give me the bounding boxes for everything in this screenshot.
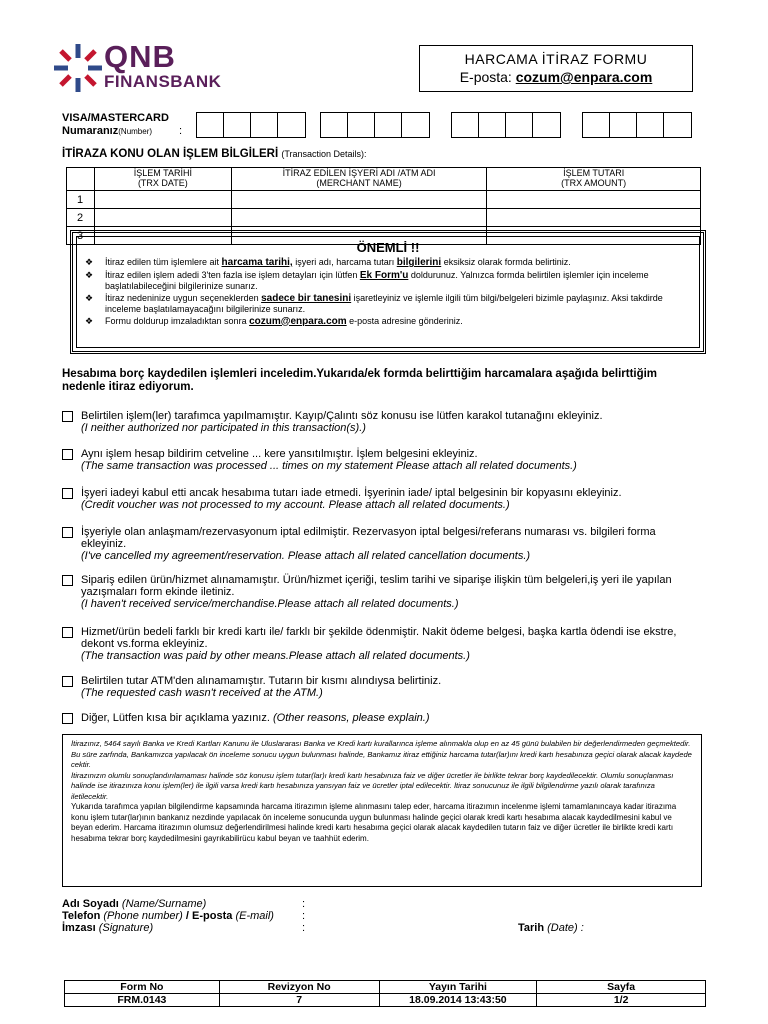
- reason-option-other: [62, 712, 702, 724]
- card-number-en: (Number): [118, 127, 153, 136]
- important-item: ❖ İtiraz nedeninize uygun seçeneklerden sadece bir tanesini işaretleyiniz ve işlemle ilgili tüm bilgi/belgeleri bizimle paylaşınız. Aksi takdirde inceleme başlatılamayacağını bilgilerinize sunarız.: [85, 292, 663, 314]
- card-digit-input[interactable]: [637, 113, 664, 137]
- reason-option-cancelled: [62, 526, 702, 562]
- revision-value: 7: [219, 994, 379, 1007]
- card-digit-input[interactable]: [321, 113, 348, 137]
- name-label: Adı Soyadı (Name/Surname): [62, 898, 207, 910]
- table-header-index: [67, 168, 95, 191]
- trx-merchant-cell[interactable]: [231, 209, 487, 227]
- card-digit-input[interactable]: [224, 113, 251, 137]
- card-digit-input[interactable]: [610, 113, 637, 137]
- form-info-table: [64, 980, 706, 1007]
- card-digit-input[interactable]: [452, 113, 479, 137]
- table-row: [67, 209, 701, 227]
- row-number: 3: [67, 227, 95, 245]
- phone-email-field[interactable]: :: [302, 910, 306, 922]
- legal-paragraph: İtirazınızın olumlu sonuçlandırılamaması halinde söz konusu işlem tutar(lar)ı kredi kartı hesabınıza faiz ve diğer ücretler ile birlikte tekrar borç kaydedilecektir. Olumlu sonuçlanması halinde ise itirazınıza konu işlem(ler) ile ilgili varsa kredi kartı hesabınıza yansıyan faiz ve ücretler iptal edilecektir. İtiraz sonucunuz ile ilgili bilgilendirme yazılı olarak tarafınıza iletilecektir.: [71, 770, 674, 801]
- reason-option-paid-other-means: [62, 626, 702, 662]
- reason-checkbox[interactable]: [62, 411, 73, 422]
- reason-option-duplicate: [62, 448, 702, 472]
- table-header-date: İŞLEM TARİHİ (TRX DATE): [94, 168, 231, 191]
- reason-checkbox[interactable]: [62, 527, 73, 538]
- email-label: E-posta:: [459, 69, 512, 85]
- card-number-label: [62, 112, 183, 138]
- important-item: ❖ Formu doldurup imzaladıktan sonra cozum@enpara.com e-posta adresine gönderiniz.: [85, 315, 463, 327]
- important-list: [77, 257, 699, 327]
- important-notice-box: [70, 230, 706, 354]
- legal-notice-box: [62, 734, 702, 887]
- transaction-heading-en: (Transaction Details):: [281, 149, 367, 159]
- publish-date-header: Yayın Tarihi: [379, 981, 537, 994]
- card-digit-input[interactable]: [375, 113, 402, 137]
- table-header-row: [67, 168, 701, 191]
- option-text-tr: İşyeri iadeyi kabul etti ancak hesabıma tutarı iade etmedi. İşyerinin iade/ iptal belgesinin bir kopyasını ekleyiniz.: [81, 487, 622, 499]
- option-text-tr: Hizmet/ürün bedeli farklı bir kredi kartı ile/ farklı bir şekilde ödenmiştir. Nakit ödeme belgesi, başka kartla ödendi ise ekstre, dekont vs.forma ekleyiniz.: [81, 626, 677, 650]
- form-no-header: Form No: [65, 981, 220, 994]
- contact-email-link[interactable]: cozum@enpara.com: [515, 69, 653, 85]
- option-text-tr: Aynı işlem hesap bildirim cetveline ... kere yansıtılmıştır. İşlem belgesini ekleyiniz.: [81, 448, 478, 460]
- diamond-bullet-icon: ❖: [85, 269, 94, 280]
- diamond-bullet-icon: ❖: [85, 257, 94, 267]
- diamond-bullet-icon: ❖: [85, 315, 94, 326]
- option-text-tr: Diğer, Lütfen kısa bir açıklama yazınız. (Other reasons, please explain.): [81, 712, 430, 724]
- option-text-en: (Credit voucher was not processed to my account. Please attach all related documents.): [81, 499, 510, 511]
- option-text-tr: Belirtilen işlem(ler) tarafımca yapılmamıştır. Kayıp/Çalıntı söz konusu ise lütfen karakol tutanağını ekleyiniz.: [81, 410, 603, 422]
- diamond-bullet-icon: ❖: [85, 292, 94, 303]
- publish-date-value: 18.09.2014 13:43:50: [379, 994, 537, 1007]
- date-label: Tarih (Date) :: [518, 922, 584, 934]
- card-number-group-2: [320, 112, 430, 138]
- qnb-star-icon: [52, 42, 104, 94]
- legal-paragraph: Yukarıda tarafımca yapılan bilgilendirme kapsamında harcama itirazımın işleme alınmasını talep eder, harcama itirazımın incelenme işlemi tamamlanıncaya kadar itirazıma konu işlem tutar(lar)ının bankanız nezdinde yapılacak ön inceleme sonucunda uygun bulunması halinde geçici olarak kredi kartı hesabıma alacak kaydedilmesini kabul ve beyan ederim. Harcama itirazımın olumsuz değerlendirilmesi halinde kredi kartı hesabıma geçici olarak alacak kaydedilen tutarın faiz ve diğer ücretler ile birlikte kredi kartı hesabıma tekrar borç kaydedilmesini gayrıkabilirücu kabul beyan ve taahhüt ederim.: [71, 802, 677, 843]
- reason-checkbox[interactable]: [62, 676, 73, 687]
- option-text-en: (I haven't received service/merchandise.Please attach all related documents.): [81, 598, 459, 610]
- submit-email-link[interactable]: cozum@enpara.com: [249, 315, 347, 327]
- form-title-box: [419, 45, 693, 92]
- card-digit-input[interactable]: [664, 113, 691, 137]
- option-text-en: (I neither authorized nor participated in this transaction(s).): [81, 422, 366, 434]
- transaction-heading: [62, 148, 367, 160]
- card-digit-input[interactable]: [348, 113, 375, 137]
- card-digit-input[interactable]: [479, 113, 506, 137]
- option-text-tr: Belirtilen tutar ATM'den alınamamıştır. Tutarın bir kısmı alındıysa belirtiniz.: [81, 675, 442, 687]
- important-item: ❖ İtiraz edilen tüm işlemlere ait harcama tarihi, işyeri adı, harcama tutarı bilgilerini eksiksiz olarak formda belirtiniz.: [85, 257, 571, 268]
- card-number-group-3: [451, 112, 561, 138]
- card-digit-input[interactable]: [197, 113, 224, 137]
- phone-email-label: Telefon (Phone number) / E-posta (E-mail): [62, 910, 274, 922]
- reason-checkbox[interactable]: [62, 488, 73, 499]
- name-field[interactable]: :: [302, 898, 306, 910]
- option-text-tr: Sipariş edilen ürün/hizmet alınamamıştır. Ürün/hizmet içeriği, teslim tarihi ve siparişe ilişkin tüm belgeleri,iş yeri ile yapılan yazışmaları form ekinde iletiniz.: [81, 574, 672, 598]
- table-row: [67, 191, 701, 209]
- reason-option-atm-cash: [62, 675, 702, 699]
- signature-label: İmzası (Signature): [62, 922, 154, 934]
- transaction-heading-tr: İTİRAZA KONU OLAN İŞLEM BİLGİLERİ: [62, 148, 279, 160]
- trx-amount-cell[interactable]: [487, 191, 701, 209]
- table-row: [65, 994, 706, 1007]
- reason-option-not-received: [62, 574, 702, 610]
- logo-line2: FINANSBANK: [104, 72, 222, 91]
- revision-header: Revizyon No: [219, 981, 379, 994]
- important-title: ÖNEMLİ !!: [356, 240, 420, 255]
- reason-checkbox[interactable]: [62, 575, 73, 586]
- option-text-en: (The transaction was paid by other means.Please attach all related documents.): [81, 650, 470, 662]
- option-text-en: (I've cancelled my agreement/reservation. Please attach all related cancellation documents.): [81, 550, 531, 562]
- form-title: HARCAMA İTİRAZ FORMU: [464, 51, 648, 67]
- trx-date-cell[interactable]: [94, 209, 231, 227]
- option-text-en: (The requested cash wasn't received at the ATM.): [81, 687, 323, 699]
- contact-email-line: [420, 69, 692, 85]
- card-digit-input[interactable]: [402, 113, 429, 137]
- reason-option-credit-not-processed: [62, 487, 702, 511]
- option-text-en: (The same transaction was processed ... times on my statement Please attach all related documents.): [81, 460, 577, 472]
- reason-checkbox[interactable]: [62, 713, 73, 724]
- declaration-text: Hesabıma borç kaydedilen işlemleri inceledim.Yukarıda/ek formda belirttiğim harcamalara aşağıda belirttiğim nedenle itiraz ediyorum.: [62, 368, 658, 393]
- form-no-value: FRM.0143: [65, 994, 220, 1007]
- row-number: 1: [67, 191, 95, 209]
- reason-option-unauthorized: [62, 410, 702, 434]
- card-digit-input[interactable]: [533, 113, 560, 137]
- card-colon: :: [179, 125, 183, 137]
- trx-merchant-cell[interactable]: [231, 191, 487, 209]
- page-value: 1/2: [537, 994, 706, 1007]
- bank-logo-text: [104, 39, 222, 92]
- table-header-merchant: İTİRAZ EDİLEN İŞYERİ ADI /ATM ADI (MERCHANT NAME): [231, 168, 487, 191]
- option-text-tr: İşyeriyle olan anlaşmam/rezervasyonum iptal edilmiştir. Rezervasyon iptal belgesi/referans numarası vs. bilgileri forma ekleyiniz.: [81, 526, 656, 550]
- trx-date-cell[interactable]: [94, 191, 231, 209]
- reason-checkbox[interactable]: [62, 627, 73, 638]
- legal-paragraph: İtirazınız, 5464 sayılı Banka ve Kredi Kartları Kanunu ile Uluslararası Banka ve Kredi kartı kurallarınca işleme alınmakla olup en az 45 günü bulabilen bir değerlendirmeden geçmektedir. Bu süre zarfında, Bankamızca yapılacak ön inceleme sonucu uygun bulunması halinde, Bankamız itiraz ettiğiniz harcama tutar(lar)ını kredi kartı hesabınıza geçici olarak alacak kaydede cektir.: [71, 739, 692, 769]
- card-digit-input[interactable]: [506, 113, 533, 137]
- card-number-title: Numaranız: [62, 125, 119, 137]
- reason-checkbox[interactable]: [62, 449, 73, 460]
- page-header: Sayfa: [537, 981, 706, 994]
- trx-amount-cell[interactable]: [487, 209, 701, 227]
- table-row: [65, 981, 706, 994]
- card-type-label: VISA/MASTERCARD: [62, 112, 169, 124]
- card-digit-input[interactable]: [583, 113, 610, 137]
- signature-field[interactable]: :: [302, 922, 306, 934]
- card-digit-input[interactable]: [251, 113, 278, 137]
- row-number: 2: [67, 209, 95, 227]
- card-number-group-4: [582, 112, 692, 138]
- card-number-group-1: [196, 112, 306, 138]
- table-header-amount: İŞLEM TUTARI (TRX AMOUNT): [487, 168, 701, 191]
- logo-line1: QNB: [104, 39, 176, 74]
- important-item: ❖ İtiraz edilen işlem adedi 3'ten fazla ise işlem detayları için lütfen Ek Form'u doldurunuz. Yalnızca formda belirtilen işlemler için inceleme başlatılabileceğini bilgilerinize sunarız.: [85, 269, 649, 291]
- card-digit-input[interactable]: [278, 113, 305, 137]
